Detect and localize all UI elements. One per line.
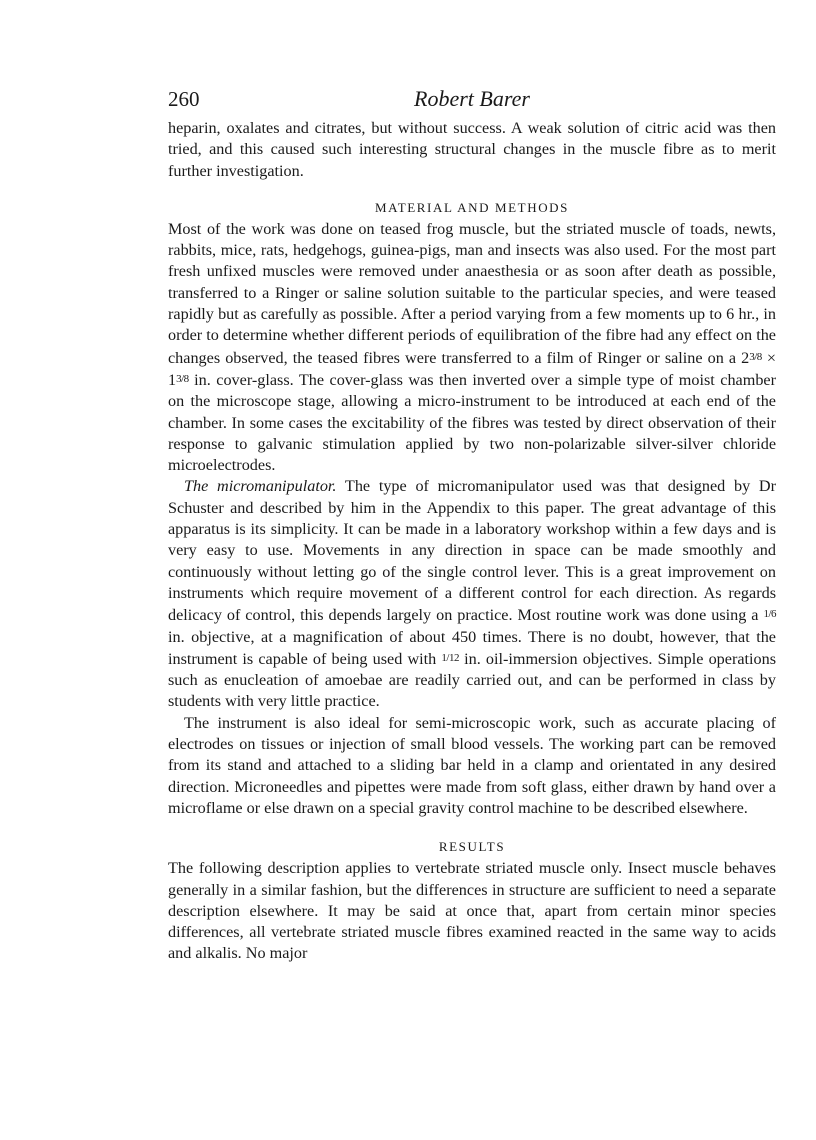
- page-number: 260: [168, 87, 200, 111]
- materials-paragraph-1: [168, 219, 776, 477]
- materials-p1-text-c: in. cover-glass. The cover-glass was then inverted over a simple type of moist chamber on the microscope stage, allowing a micro-instrument to be introduced at each end of the chamber. In some cases the excitability of the fibres was tested by direct observation of their response to galvanic stimulation applied by two non-polarizable silver-silver chloride microelectrodes.: [168, 370, 776, 475]
- section-heading-results: RESULTS: [438, 839, 506, 855]
- intro-paragraph: heparin, oxalates and citrates, but without success. A weak solution of citric acid was then tried, and this caused such interesting structural changes in the muscle fibre as to merit further investigation.: [168, 119, 776, 180]
- running-head: Robert Barer: [414, 86, 530, 111]
- fraction-cover-width: 3/8: [749, 350, 762, 363]
- run-in-heading-micromanipulator: The micromanipulator.: [184, 477, 337, 496]
- body-text: [168, 118, 776, 965]
- page-header: [168, 86, 776, 116]
- materials-p2-text-c: in. oil-immersion objectives. Simple operations such as enucleation of amoebae are readily carried out, and can be performed in class by students with very little practice.: [168, 649, 777, 711]
- materials-p1-text-b: × 1: [168, 348, 776, 389]
- results-paragraph-1: The following description applies to vertebrate striated muscle only. Insect muscle behaves generally in a similar fashion, but the differences in structure are sufficient to need a separate description elsewhere. It may be said at once that, apart from certain minor species differences, all vertebrate striated muscle fibres examined reacted in the same way to acids and alkalis. No major: [168, 859, 776, 963]
- materials-p2-text-a: The type of micromanipulator used was that designed by Dr Schuster and described by him in the Appendix to this paper. The great advantage of this apparatus is its simplicity. It can be made in a laboratory workshop within a few days and is very easy to use. Movements in any direction in space can be made smoothly and continuously without letting go of the single control lever. This is a great improvement on instruments which require movement of a different control for each direction. As regards delicacy of control, this depends largely on practice. Most routine work was done using a: [168, 477, 776, 625]
- fraction-objective: 1/6: [763, 608, 776, 621]
- materials-paragraph-2: [168, 476, 776, 712]
- section-heading-materials: MATERIAL AND METHODS: [374, 199, 570, 215]
- fraction-cover-height: 3/8: [176, 372, 189, 385]
- materials-paragraph-3: The instrument is also ideal for semi-microscopic work, such as accurate placing of electrodes on tissues or injection of small blood vessels. The working part can be removed from its stand and attached to a sliding bar held in a clamp and orientated in any desired direction. Microneedles and pipettes were made from soft glass, either drawn by hand over a microflame or else drawn on a special gravity control machine to be described elsewhere.: [168, 713, 776, 817]
- materials-p1-text-a: Most of the work was done on teased frog muscle, but the striated muscle of toads, newts, rabbits, mice, rats, hedgehogs, guinea-pigs, man and insects was also used. For the most part fresh unfixed muscles were removed under anaesthesia or as soon after death as possible, transferred to a Ringer or saline solution suitable to the particular species, and were teased rapidly but as carefully as possible. After a period varying from a few moments up to 6 hr., in order to determine whether different periods of equilibration of the fibre had any effect on the changes observed, the teased fibres were transferred to a film of Ringer or saline on a 2: [168, 219, 776, 367]
- materials-p2-text-b: in. objective, at a magnification of about 450 times. There is no doubt, however, that the instrument is capable of being used with: [168, 627, 776, 668]
- fraction-oil-immersion: 1/12: [441, 651, 459, 664]
